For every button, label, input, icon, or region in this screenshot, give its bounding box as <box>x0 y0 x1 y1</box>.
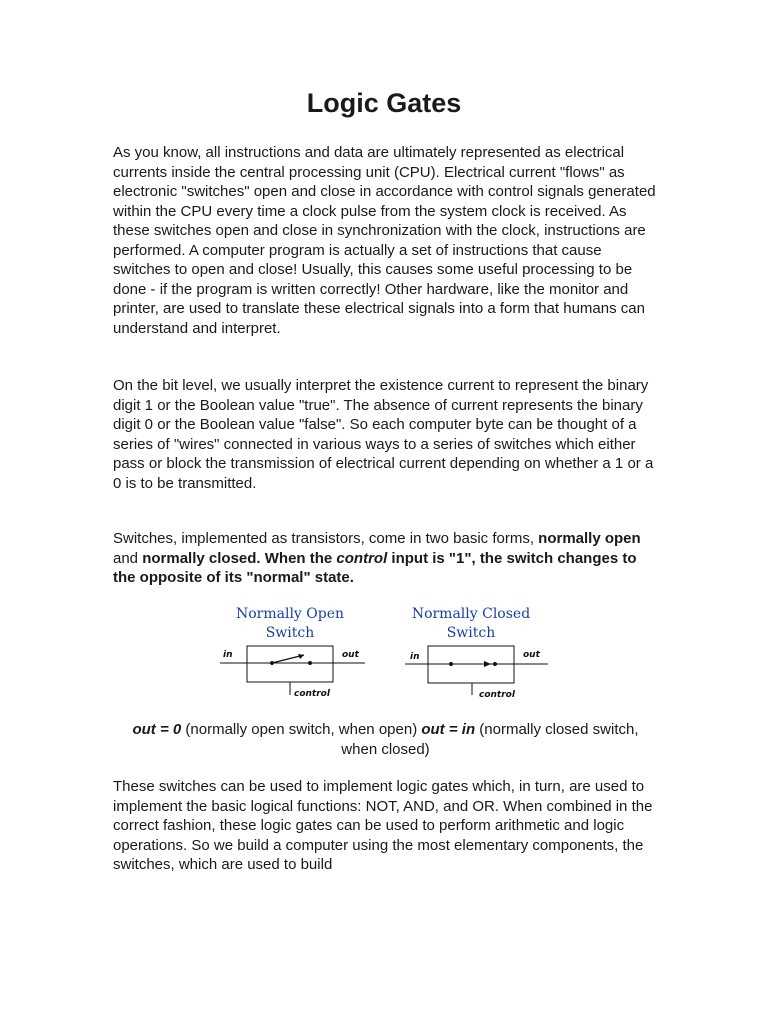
caption-closed-desc: (normally closed switch, when closed) <box>341 721 639 758</box>
normally-open-switch <box>220 606 365 699</box>
conjunction-and: and <box>113 549 143 567</box>
normally-closed-switch <box>405 606 548 700</box>
caption-closed-expr-b: in <box>461 721 476 738</box>
paragraph-logic-gates: These switches can be used to implement logic gates which, in turn, are used to implement the basic logical functions: NOT, AND, and OR. When combined in the correct fashion, these logic gates can be used to perform arithmetic and logic operations. So we build a computer using the most elementary components, the switches, which are used to build <box>113 778 653 873</box>
term-normally-open: normally open <box>538 530 641 547</box>
closed-switch-contact-left <box>449 662 453 666</box>
closed-switch-title-line1: Normally Closed <box>411 606 531 622</box>
figure-caption <box>113 720 658 759</box>
open-switch-title-line1: Normally Open <box>235 606 345 622</box>
open-switch-out-label: out <box>342 650 359 660</box>
closed-switch-control-label: control <box>479 690 515 700</box>
term-control: control <box>336 549 388 567</box>
switch-diagram <box>215 602 555 702</box>
caption-open-expr: out = 0 <box>132 721 182 738</box>
open-switch-in-label: in <box>223 650 233 660</box>
closed-switch-in-label: in <box>410 652 420 662</box>
page-title: Logic Gates <box>306 88 462 118</box>
closed-switch-arrowhead <box>484 661 491 667</box>
switch-forms-intro: Switches, implemented as transistors, come in two basic forms, <box>113 530 539 547</box>
closed-switch-title-line2: Switch <box>446 625 496 641</box>
switch-forms-rest: input is "1", the switch changes to the opposite of its "normal" state. <box>113 549 637 586</box>
switch-diagram-svg <box>215 602 555 702</box>
caption-open-desc: (normally open switch, when open) <box>181 721 422 738</box>
paragraph-intro: As you know, all instructions and data are ultimately represented as electrical currents inside the central processing unit (CPU). Electrical current "flows" as electronic "switches" open and close in accordance with control signals generated within the CPU every time a clock pulse from the system clock is received. As these switches open and close in synchronization with the clock, instructions are performed. A computer program is actually a set of instructions that cause switches to open and close! Usually, this causes some useful processing to be done - if the program is written correctly! Other hardware, like the monitor and printer, are used to translate these electrical signals into a form that humans can understand and interpret. <box>113 144 656 337</box>
paragraph-bit-level: On the bit level, we usually interpret the existence current to represent the binary digit 1 or the Boolean value "true". The absence of current represents the binary digit 0 or the Boolean value "false". So each computer byte can be thought of a series of "wires" connected in various ways to a series of switches which either pass or block the transmission of electrical current depending on whether a 1 or a 0 is to be transmitted. <box>113 377 654 492</box>
open-switch-title-line2: Switch <box>265 625 315 641</box>
paragraph-switch-forms <box>113 529 658 588</box>
caption-closed-expr-a: out = <box>421 721 462 738</box>
closed-switch-contact-right <box>493 662 497 666</box>
term-normally-closed: normally closed. When the <box>142 549 337 567</box>
open-switch-control-label: control <box>294 689 330 699</box>
closed-switch-out-label: out <box>523 650 540 660</box>
open-switch-box <box>247 646 333 682</box>
open-switch-contact-right <box>308 661 312 665</box>
